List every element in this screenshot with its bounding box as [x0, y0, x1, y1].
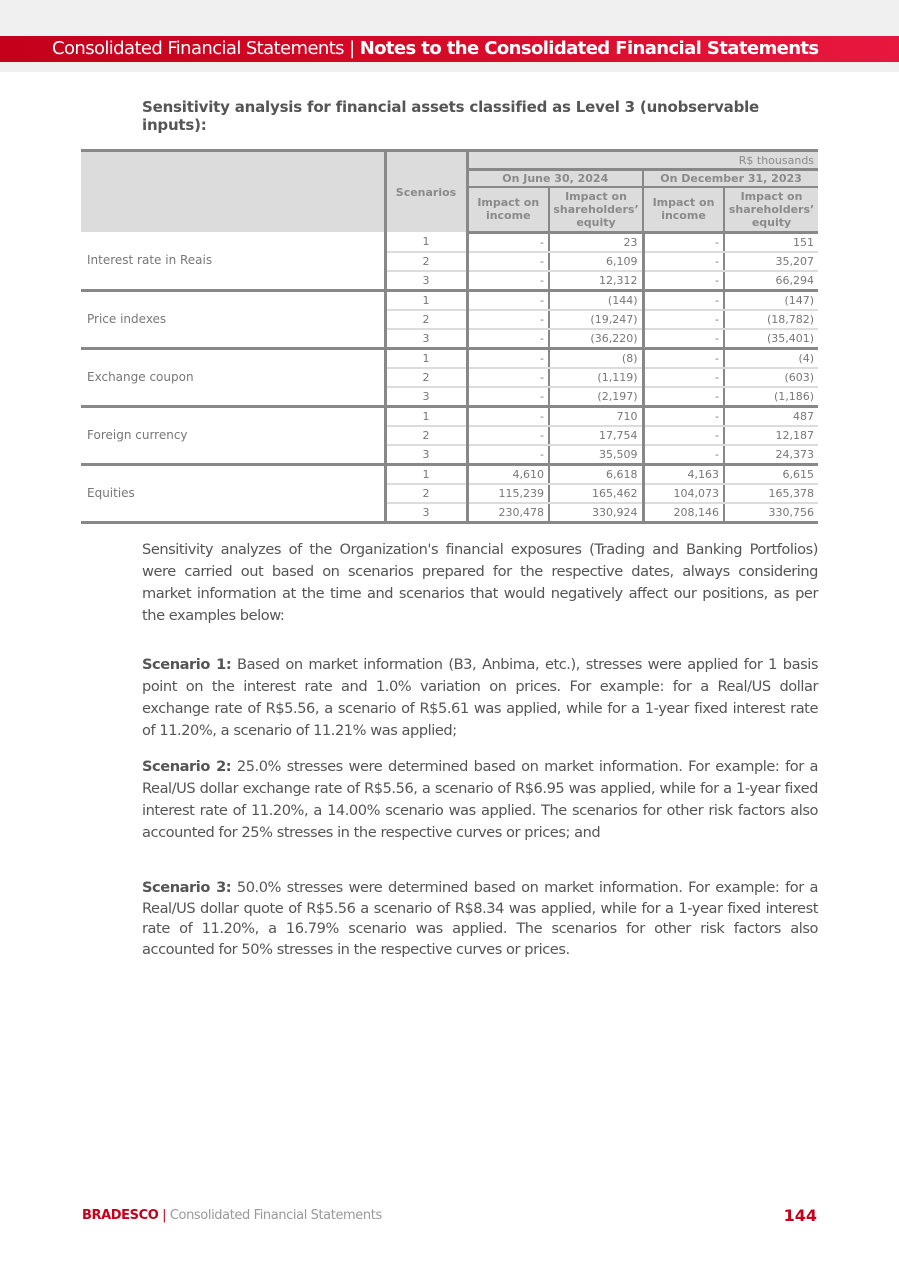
value-cell: - [467, 232, 549, 252]
units-label: R$ thousands [467, 151, 818, 170]
value-cell: - [643, 368, 724, 387]
scenario-3-label: Scenario 3: [142, 879, 232, 896]
value-cell: 6,618 [549, 464, 643, 484]
value-cell: 4,610 [467, 464, 549, 484]
page-number: 144 [783, 1206, 817, 1225]
value-cell: - [643, 406, 724, 426]
scenario-2-paragraph [142, 756, 818, 844]
footer-separator: | [158, 1208, 170, 1223]
value-cell: 12,312 [549, 271, 643, 291]
header-underband [0, 62, 899, 72]
header-subsection: Notes to the Consolidated Financial Statements [359, 38, 819, 59]
period-header-1: On June 30, 2024 [467, 170, 643, 188]
value-cell: 330,756 [724, 503, 818, 523]
value-cell: 6,615 [724, 464, 818, 484]
table-row [81, 232, 818, 252]
value-cell: (19,247) [549, 310, 643, 329]
scenarios-header: Scenarios [385, 151, 467, 233]
scenario-number: 1 [385, 290, 467, 310]
value-cell: (147) [724, 290, 818, 310]
value-cell: - [643, 445, 724, 465]
risk-factor-label: Price indexes [81, 290, 385, 348]
risk-factor-label: Equities [81, 464, 385, 522]
scenario-2-label: Scenario 2: [142, 758, 232, 775]
scenario-number: 2 [385, 310, 467, 329]
scenario-number: 3 [385, 271, 467, 291]
value-cell: - [643, 426, 724, 445]
sensitivity-table [81, 149, 818, 524]
value-cell: 487 [724, 406, 818, 426]
value-cell: - [643, 348, 724, 368]
scenario-3-paragraph [142, 878, 818, 960]
value-cell: (18,782) [724, 310, 818, 329]
value-cell: - [467, 310, 549, 329]
value-cell: 6,109 [549, 252, 643, 271]
table-row [81, 290, 818, 310]
value-cell: - [467, 445, 549, 465]
value-cell: 24,373 [724, 445, 818, 465]
value-cell: 4,163 [643, 464, 724, 484]
value-cell: (603) [724, 368, 818, 387]
value-cell: 330,924 [549, 503, 643, 523]
value-cell: - [643, 232, 724, 252]
footer-doc-title: Consolidated Financial Statements [169, 1208, 382, 1223]
risk-factor-label: Exchange coupon [81, 348, 385, 406]
value-cell: (144) [549, 290, 643, 310]
value-cell: 35,207 [724, 252, 818, 271]
value-cell: (36,220) [549, 329, 643, 349]
column-header: Impact on income [467, 187, 549, 232]
running-header [0, 36, 899, 62]
value-cell: - [467, 290, 549, 310]
risk-factor-label: Foreign currency [81, 406, 385, 464]
value-cell: - [467, 329, 549, 349]
value-cell: - [643, 271, 724, 291]
scenario-number: 1 [385, 406, 467, 426]
value-cell: - [467, 368, 549, 387]
header-section: Consolidated Financial Statements [52, 38, 344, 59]
scenario-number: 2 [385, 368, 467, 387]
value-cell: - [643, 252, 724, 271]
scenario-number: 2 [385, 484, 467, 503]
value-cell: 710 [549, 406, 643, 426]
scenario-number: 3 [385, 445, 467, 465]
value-cell: - [643, 290, 724, 310]
scenario-number: 2 [385, 426, 467, 445]
value-cell: 151 [724, 232, 818, 252]
header-separator: | [343, 38, 360, 59]
value-cell: - [467, 387, 549, 407]
top-margin [0, 0, 899, 36]
scenario-1-paragraph [142, 654, 818, 742]
section-title: Sensitivity analysis for financial assets classified as Level 3 (unobservable inputs): [142, 98, 760, 134]
column-header: Impact on shareholders’ equity [724, 187, 818, 232]
value-cell: 230,478 [467, 503, 549, 523]
value-cell: - [467, 406, 549, 426]
value-cell: (1,119) [549, 368, 643, 387]
period-header-2: On December 31, 2023 [643, 170, 818, 188]
scenario-number: 3 [385, 387, 467, 407]
value-cell: - [467, 271, 549, 291]
intro-paragraph: Sensitivity analyzes of the Organization's financial exposures (Trading and Banking Portfolios) were carried out based on scenarios prepared for the respective dates, always considering market information at the time and scenarios that would negatively affect our positions, as per the examples below: [142, 541, 818, 624]
value-cell: 104,073 [643, 484, 724, 503]
value-cell: - [643, 387, 724, 407]
scenario-3-text: 50.0% stresses were determined based on market information. For example: for a Real/US dollar quote of R$5.56 a scenario of R$8.34 was applied, while for a 1-year fixed interest rate of 11.20%, a 16.79% scenario was applied. The scenarios for other risk factors also accounted for 50% stresses in the respective curves or prices. [142, 879, 818, 958]
value-cell: 35,509 [549, 445, 643, 465]
value-cell: (4) [724, 348, 818, 368]
column-header: Impact on shareholders’ equity [549, 187, 643, 232]
scenario-1-text: Based on market information (B3, Anbima, etc.), stresses were applied for 1 basis point on the interest rate and 1.0% variation on prices. For example: for a Real/US dollar exchange rate of R$5.56, a scenario of R$5.61 was applied, while for a 1-year fixed interest rate of 11.20%, a scenario of 11.21% was applied; [142, 656, 819, 739]
footer-brand: BRADESCO [82, 1208, 159, 1223]
row-label-header [81, 151, 385, 233]
value-cell: - [467, 348, 549, 368]
scenario-number: 2 [385, 252, 467, 271]
table-row [81, 348, 818, 368]
value-cell: - [643, 329, 724, 349]
value-cell: 115,239 [467, 484, 549, 503]
table-row [81, 406, 818, 426]
value-cell: - [467, 426, 549, 445]
value-cell: 17,754 [549, 426, 643, 445]
scenario-number: 1 [385, 232, 467, 252]
value-cell: 12,187 [724, 426, 818, 445]
value-cell: 66,294 [724, 271, 818, 291]
table-body [81, 232, 818, 522]
value-cell: (8) [549, 348, 643, 368]
value-cell: - [467, 252, 549, 271]
value-cell: 23 [549, 232, 643, 252]
value-cell: 165,378 [724, 484, 818, 503]
value-cell: (2,197) [549, 387, 643, 407]
value-cell: - [643, 310, 724, 329]
value-cell: 208,146 [643, 503, 724, 523]
column-header: Impact on income [643, 187, 724, 232]
value-cell: 165,462 [549, 484, 643, 503]
scenario-number: 3 [385, 503, 467, 523]
scenario-number: 1 [385, 464, 467, 484]
scenario-number: 3 [385, 329, 467, 349]
value-cell: (35,401) [724, 329, 818, 349]
value-cell: (1,186) [724, 387, 818, 407]
running-footer [82, 1208, 382, 1223]
scenario-1-label: Scenario 1: [142, 656, 232, 673]
scenario-number: 1 [385, 348, 467, 368]
risk-factor-label: Interest rate in Reais [81, 232, 385, 290]
scenario-2-text: 25.0% stresses were determined based on market information. For example: for a Real/US dollar exchange rate of R$5.56, a scenario of R$6.95 was applied, while for a 1-year fixed interest rate of 11.20%, a 14.00% scenario was applied. The scenarios for other risk factors also accounted for 25% stresses in the respective curves or prices; and [142, 758, 818, 841]
table-row [81, 464, 818, 484]
